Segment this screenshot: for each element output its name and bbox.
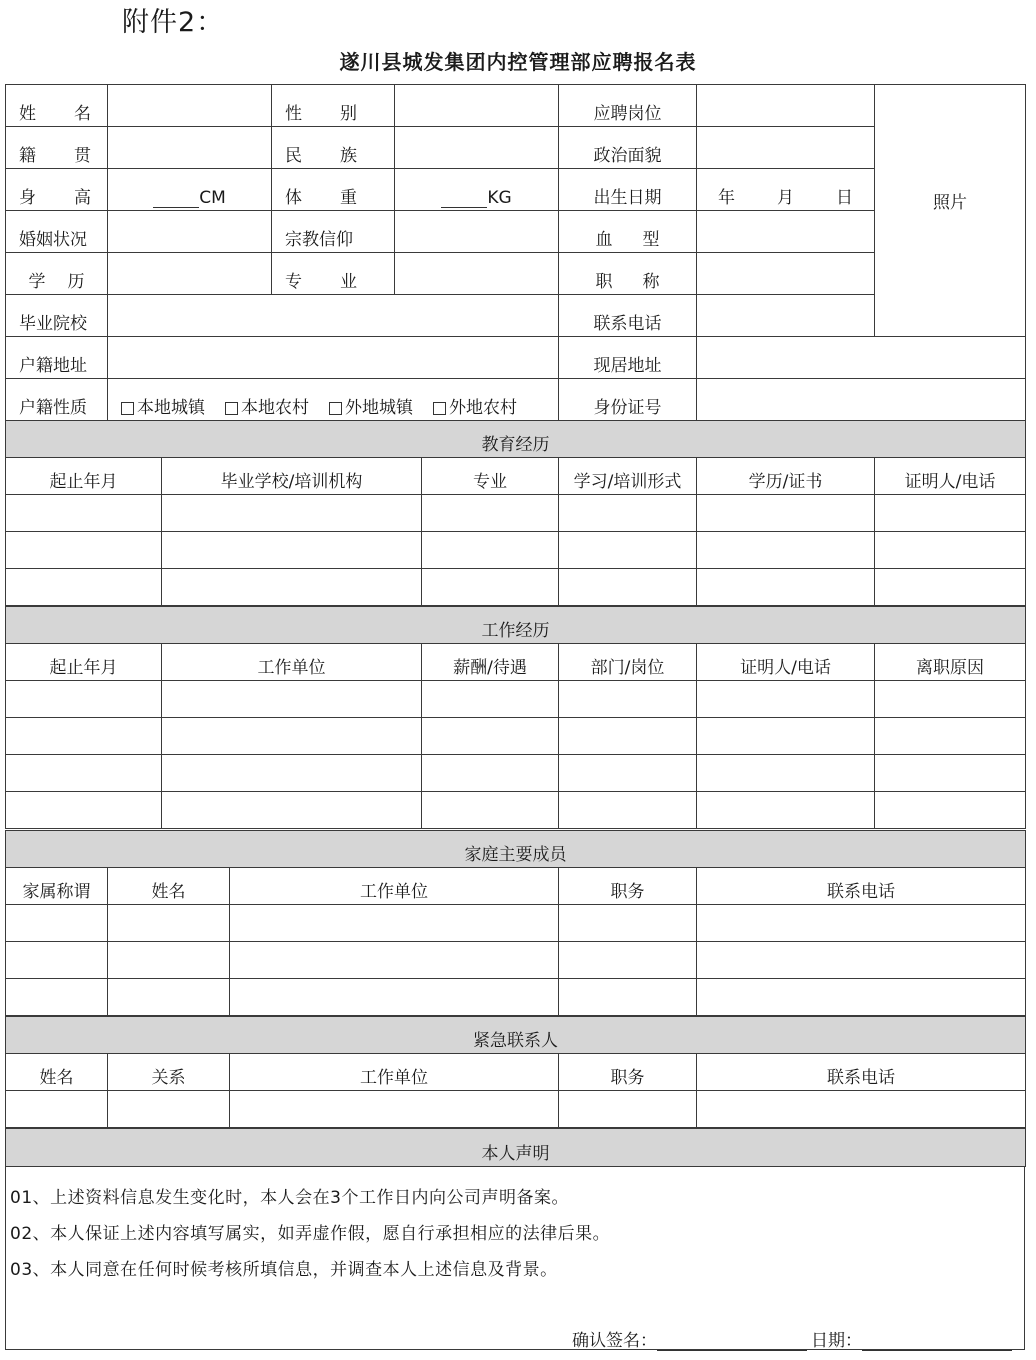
height-unit: CM xyxy=(199,188,226,208)
declaration-section-title: 本人声明 xyxy=(481,1144,550,1164)
id-label-cell xyxy=(558,378,697,421)
family-table-cell[interactable] xyxy=(558,941,697,979)
work-section-header xyxy=(5,606,1026,644)
school-field[interactable] xyxy=(107,294,559,337)
hukou-option-label: 本地农村 xyxy=(241,398,309,418)
education-col-header-label: 证明人/电话 xyxy=(904,472,996,492)
work-col-header-label: 薪酬/待遇 xyxy=(453,658,527,678)
education-col-header xyxy=(696,457,875,495)
ethnicity-label-cell xyxy=(271,126,395,169)
emergency-table-cell[interactable] xyxy=(5,1090,108,1128)
birthdate-label: 出生日期 xyxy=(593,188,662,208)
month-label: 月 xyxy=(777,188,794,208)
work-col-header xyxy=(558,643,697,681)
work-table-cell[interactable] xyxy=(558,717,697,755)
photo-label: 照片 xyxy=(933,193,967,213)
family-section-title: 家庭主要成员 xyxy=(464,845,567,865)
id-field[interactable] xyxy=(696,378,1026,421)
work-table-cell[interactable] xyxy=(421,791,559,829)
checkbox-icon[interactable] xyxy=(225,402,238,415)
photo-area[interactable] xyxy=(874,84,1026,337)
height-label: 身 高 xyxy=(19,188,91,208)
work-col-header-label: 起止年月 xyxy=(49,658,118,678)
work-table-cell[interactable] xyxy=(696,754,875,792)
religion-label: 宗教信仰 xyxy=(285,230,353,250)
family-table-cell[interactable] xyxy=(558,978,697,1016)
work-section-title: 工作经历 xyxy=(481,621,550,641)
education-table-cell[interactable] xyxy=(558,494,697,532)
family-table-cell[interactable] xyxy=(5,978,108,1016)
emergency-col-header-label: 关系 xyxy=(151,1068,186,1088)
phone-label: 联系电话 xyxy=(593,314,662,334)
education-col-header-label: 起止年月 xyxy=(49,472,118,492)
birthdate-field[interactable] xyxy=(696,168,875,211)
work-table-cell[interactable] xyxy=(696,717,875,755)
education-field[interactable] xyxy=(107,252,272,295)
education-col-header-label: 学习/培训形式 xyxy=(573,472,682,492)
political-status-field[interactable] xyxy=(696,126,875,169)
education-section-header xyxy=(5,420,1026,458)
work-table-cell[interactable] xyxy=(5,791,162,829)
school-label: 毕业院校 xyxy=(19,314,87,334)
date-field[interactable] xyxy=(862,1334,1012,1351)
family-table-cell[interactable] xyxy=(696,904,1026,942)
family-section-header xyxy=(5,830,1026,868)
job-title-field[interactable] xyxy=(696,252,875,295)
name-label-cell xyxy=(5,84,108,127)
family-table-cell[interactable] xyxy=(229,941,559,979)
education-table-cell[interactable] xyxy=(696,568,875,606)
education-table-cell[interactable] xyxy=(161,531,422,569)
hukou-option[interactable] xyxy=(121,393,205,418)
ethnicity-label: 民 族 xyxy=(285,146,357,166)
hukou-option[interactable] xyxy=(433,393,517,418)
education-table-cell[interactable] xyxy=(421,531,559,569)
family-table-cell[interactable] xyxy=(229,978,559,1016)
work-col-header-label: 部门/岗位 xyxy=(590,658,665,678)
work-col-header xyxy=(5,643,162,681)
education-table-cell[interactable] xyxy=(161,568,422,606)
education-table-cell[interactable] xyxy=(5,494,162,532)
work-table-cell[interactable] xyxy=(161,754,422,792)
height-field[interactable] xyxy=(107,168,272,211)
family-col-header-label: 联系电话 xyxy=(827,882,895,902)
work-table-cell[interactable] xyxy=(696,791,875,829)
weight-label-cell xyxy=(271,168,395,211)
work-table-cell[interactable] xyxy=(5,680,162,718)
education-section-title: 教育经历 xyxy=(481,435,550,455)
hukou-address-label: 户籍地址 xyxy=(19,356,87,376)
emergency-col-header xyxy=(229,1053,559,1091)
hukou-option-label: 外地城镇 xyxy=(345,398,413,418)
emergency-col-header xyxy=(696,1053,1026,1091)
emergency-col-header xyxy=(558,1053,697,1091)
major-label-cell xyxy=(271,252,395,295)
family-col-header-label: 姓名 xyxy=(151,882,186,902)
family-col-header xyxy=(229,867,559,905)
weight-unit: KG xyxy=(487,188,512,208)
weight-blank[interactable] xyxy=(441,193,487,208)
emergency-col-header-label: 工作单位 xyxy=(360,1068,428,1088)
education-col-header-label: 学历/证书 xyxy=(748,472,823,492)
declaration-line-2: 02、本人保证上述内容填写属实，如弄虚作假，愿自行承担相应的法律后果。 xyxy=(10,1224,611,1244)
education-col-header-label: 专业 xyxy=(473,472,507,492)
work-table-cell[interactable] xyxy=(874,680,1026,718)
emergency-col-header-label: 联系电话 xyxy=(827,1068,895,1088)
family-col-header xyxy=(696,867,1026,905)
family-table-cell[interactable] xyxy=(558,904,697,942)
education-col-header-label: 毕业学校/培训机构 xyxy=(220,472,363,492)
political-status-label: 政治面貌 xyxy=(593,146,662,166)
birthdate-label-cell xyxy=(558,168,697,211)
signature-label: 确认签名： xyxy=(572,1331,657,1351)
name-label: 姓 名 xyxy=(19,104,91,124)
weight-field[interactable] xyxy=(394,168,559,211)
ethnicity-field[interactable] xyxy=(394,126,559,169)
family-table-cell[interactable] xyxy=(107,904,230,942)
education-col-header xyxy=(421,457,559,495)
work-table-cell[interactable] xyxy=(558,791,697,829)
day-label: 日 xyxy=(836,188,853,208)
education-table-cell[interactable] xyxy=(161,494,422,532)
education-col-header xyxy=(558,457,697,495)
religion-field[interactable] xyxy=(394,210,559,253)
education-table-cell[interactable] xyxy=(874,568,1026,606)
family-table-cell[interactable] xyxy=(5,941,108,979)
signature-area xyxy=(572,1326,1012,1351)
family-col-header xyxy=(107,867,230,905)
emergency-table-cell[interactable] xyxy=(107,1090,230,1128)
hukou-option-label: 外地农村 xyxy=(449,398,517,418)
hukou-type-label: 户籍性质 xyxy=(19,398,87,418)
work-table-cell[interactable] xyxy=(421,754,559,792)
position-field[interactable] xyxy=(696,84,875,127)
education-table-cell[interactable] xyxy=(696,494,875,532)
family-table-cell[interactable] xyxy=(696,978,1026,1016)
current-address-field[interactable] xyxy=(696,336,1026,379)
major-field[interactable] xyxy=(394,252,559,295)
education-col-header xyxy=(161,457,422,495)
emergency-table-cell[interactable] xyxy=(558,1090,697,1128)
current-address-label: 现居地址 xyxy=(593,356,662,376)
native-place-label-cell xyxy=(5,126,108,169)
id-label: 身份证号 xyxy=(593,398,662,418)
gender-field[interactable] xyxy=(394,84,559,127)
gender-label: 性 别 xyxy=(285,104,357,124)
blood-type-label: 血 型 xyxy=(595,230,660,250)
native-place-field[interactable] xyxy=(107,126,272,169)
marital-status-label: 婚姻状况 xyxy=(19,230,87,250)
education-label: 学 历 xyxy=(28,272,85,292)
checkbox-icon[interactable] xyxy=(433,402,446,415)
work-table-cell[interactable] xyxy=(874,791,1026,829)
education-table-cell[interactable] xyxy=(5,531,162,569)
position-label: 应聘岗位 xyxy=(593,104,662,124)
education-col-header xyxy=(5,457,162,495)
hukou-option[interactable] xyxy=(225,393,309,418)
form-title: 遂川县城发集团内控管理部应聘报名表 xyxy=(339,50,697,74)
job-title-label-cell xyxy=(558,252,697,295)
education-table-cell[interactable] xyxy=(5,568,162,606)
family-table-cell[interactable] xyxy=(107,978,230,1016)
education-table-cell[interactable] xyxy=(696,531,875,569)
work-table-cell[interactable] xyxy=(874,717,1026,755)
family-col-header xyxy=(558,867,697,905)
height-blank[interactable] xyxy=(153,193,199,208)
hukou-address-field[interactable] xyxy=(107,336,559,379)
application-form xyxy=(5,84,1025,1350)
hukou-address-label-cell xyxy=(5,336,108,379)
emergency-table-cell[interactable] xyxy=(229,1090,559,1128)
education-table-cell[interactable] xyxy=(874,531,1026,569)
emergency-col-header xyxy=(5,1053,108,1091)
education-table-cell[interactable] xyxy=(421,494,559,532)
major-label: 专 业 xyxy=(285,272,357,292)
phone-field[interactable] xyxy=(696,294,875,337)
declaration-section-header xyxy=(5,1128,1026,1167)
marital-status-label-cell xyxy=(5,210,108,253)
height-label-cell xyxy=(5,168,108,211)
family-col-header-label: 工作单位 xyxy=(360,882,428,902)
year-label: 年 xyxy=(718,188,735,208)
work-col-header xyxy=(161,643,422,681)
checkbox-icon[interactable] xyxy=(329,402,342,415)
emergency-table-cell[interactable] xyxy=(696,1090,1026,1128)
work-col-header xyxy=(874,643,1026,681)
family-table-cell[interactable] xyxy=(107,941,230,979)
education-table-cell[interactable] xyxy=(558,531,697,569)
family-col-header-label: 职务 xyxy=(610,882,645,902)
date-label: 日期： xyxy=(811,1331,862,1351)
name-field[interactable] xyxy=(107,84,272,127)
checkbox-icon[interactable] xyxy=(121,402,134,415)
job-title-label: 职 称 xyxy=(595,272,660,292)
work-col-header xyxy=(421,643,559,681)
education-table-cell[interactable] xyxy=(558,568,697,606)
signature-field[interactable] xyxy=(657,1334,807,1351)
family-col-header xyxy=(5,867,108,905)
work-col-header-label: 证明人/电话 xyxy=(740,658,831,678)
family-table-cell[interactable] xyxy=(5,904,108,942)
hukou-option[interactable] xyxy=(329,393,413,418)
weight-label: 体 重 xyxy=(285,188,357,208)
work-table-cell[interactable] xyxy=(5,754,162,792)
hukou-type-label-cell xyxy=(5,378,108,421)
education-table-cell[interactable] xyxy=(874,494,1026,532)
emergency-col-header-label: 姓名 xyxy=(39,1068,74,1088)
blood-type-label-cell xyxy=(558,210,697,253)
education-table-cell[interactable] xyxy=(421,568,559,606)
marital-status-field[interactable] xyxy=(107,210,272,253)
work-table-cell[interactable] xyxy=(161,717,422,755)
gender-label-cell xyxy=(271,84,395,127)
emergency-section-header xyxy=(5,1016,1026,1054)
declaration-line-1: 01、上述资料信息发生变化时，本人会在3个工作日内向公司声明备案。 xyxy=(10,1188,569,1208)
work-col-header-label: 离职原因 xyxy=(916,658,984,678)
work-table-cell[interactable] xyxy=(874,754,1026,792)
hukou-type-options xyxy=(107,378,559,421)
school-label-cell xyxy=(5,294,108,337)
current-address-label-cell xyxy=(558,336,697,379)
work-table-cell[interactable] xyxy=(558,680,697,718)
work-table-cell[interactable] xyxy=(421,717,559,755)
work-table-cell[interactable] xyxy=(5,717,162,755)
work-table-cell[interactable] xyxy=(161,791,422,829)
emergency-col-header-label: 职务 xyxy=(610,1068,645,1088)
blood-type-field[interactable] xyxy=(696,210,875,253)
work-table-cell[interactable] xyxy=(696,680,875,718)
work-col-header xyxy=(696,643,875,681)
position-label-cell xyxy=(558,84,697,127)
religion-label-cell xyxy=(271,210,395,253)
education-col-header xyxy=(874,457,1026,495)
work-table-cell[interactable] xyxy=(161,680,422,718)
emergency-section-title: 紧急联系人 xyxy=(473,1031,558,1051)
work-col-header-label: 工作单位 xyxy=(257,658,326,678)
family-table-cell[interactable] xyxy=(696,941,1026,979)
family-col-header-label: 家属称谓 xyxy=(22,882,91,902)
hukou-option-label: 本地城镇 xyxy=(137,398,205,418)
phone-label-cell xyxy=(558,294,697,337)
attachment-label: 附件2： xyxy=(122,7,225,38)
declaration-box xyxy=(5,1166,1025,1350)
emergency-col-header xyxy=(107,1053,230,1091)
work-table-cell[interactable] xyxy=(558,754,697,792)
work-table-cell[interactable] xyxy=(421,680,559,718)
family-table-cell[interactable] xyxy=(229,904,559,942)
education-label-cell xyxy=(5,252,108,295)
native-place-label: 籍 贯 xyxy=(19,146,91,166)
political-status-label-cell xyxy=(558,126,697,169)
declaration-line-3: 03、本人同意在任何时候考核所填信息，并调查本人上述信息及背景。 xyxy=(10,1260,558,1280)
